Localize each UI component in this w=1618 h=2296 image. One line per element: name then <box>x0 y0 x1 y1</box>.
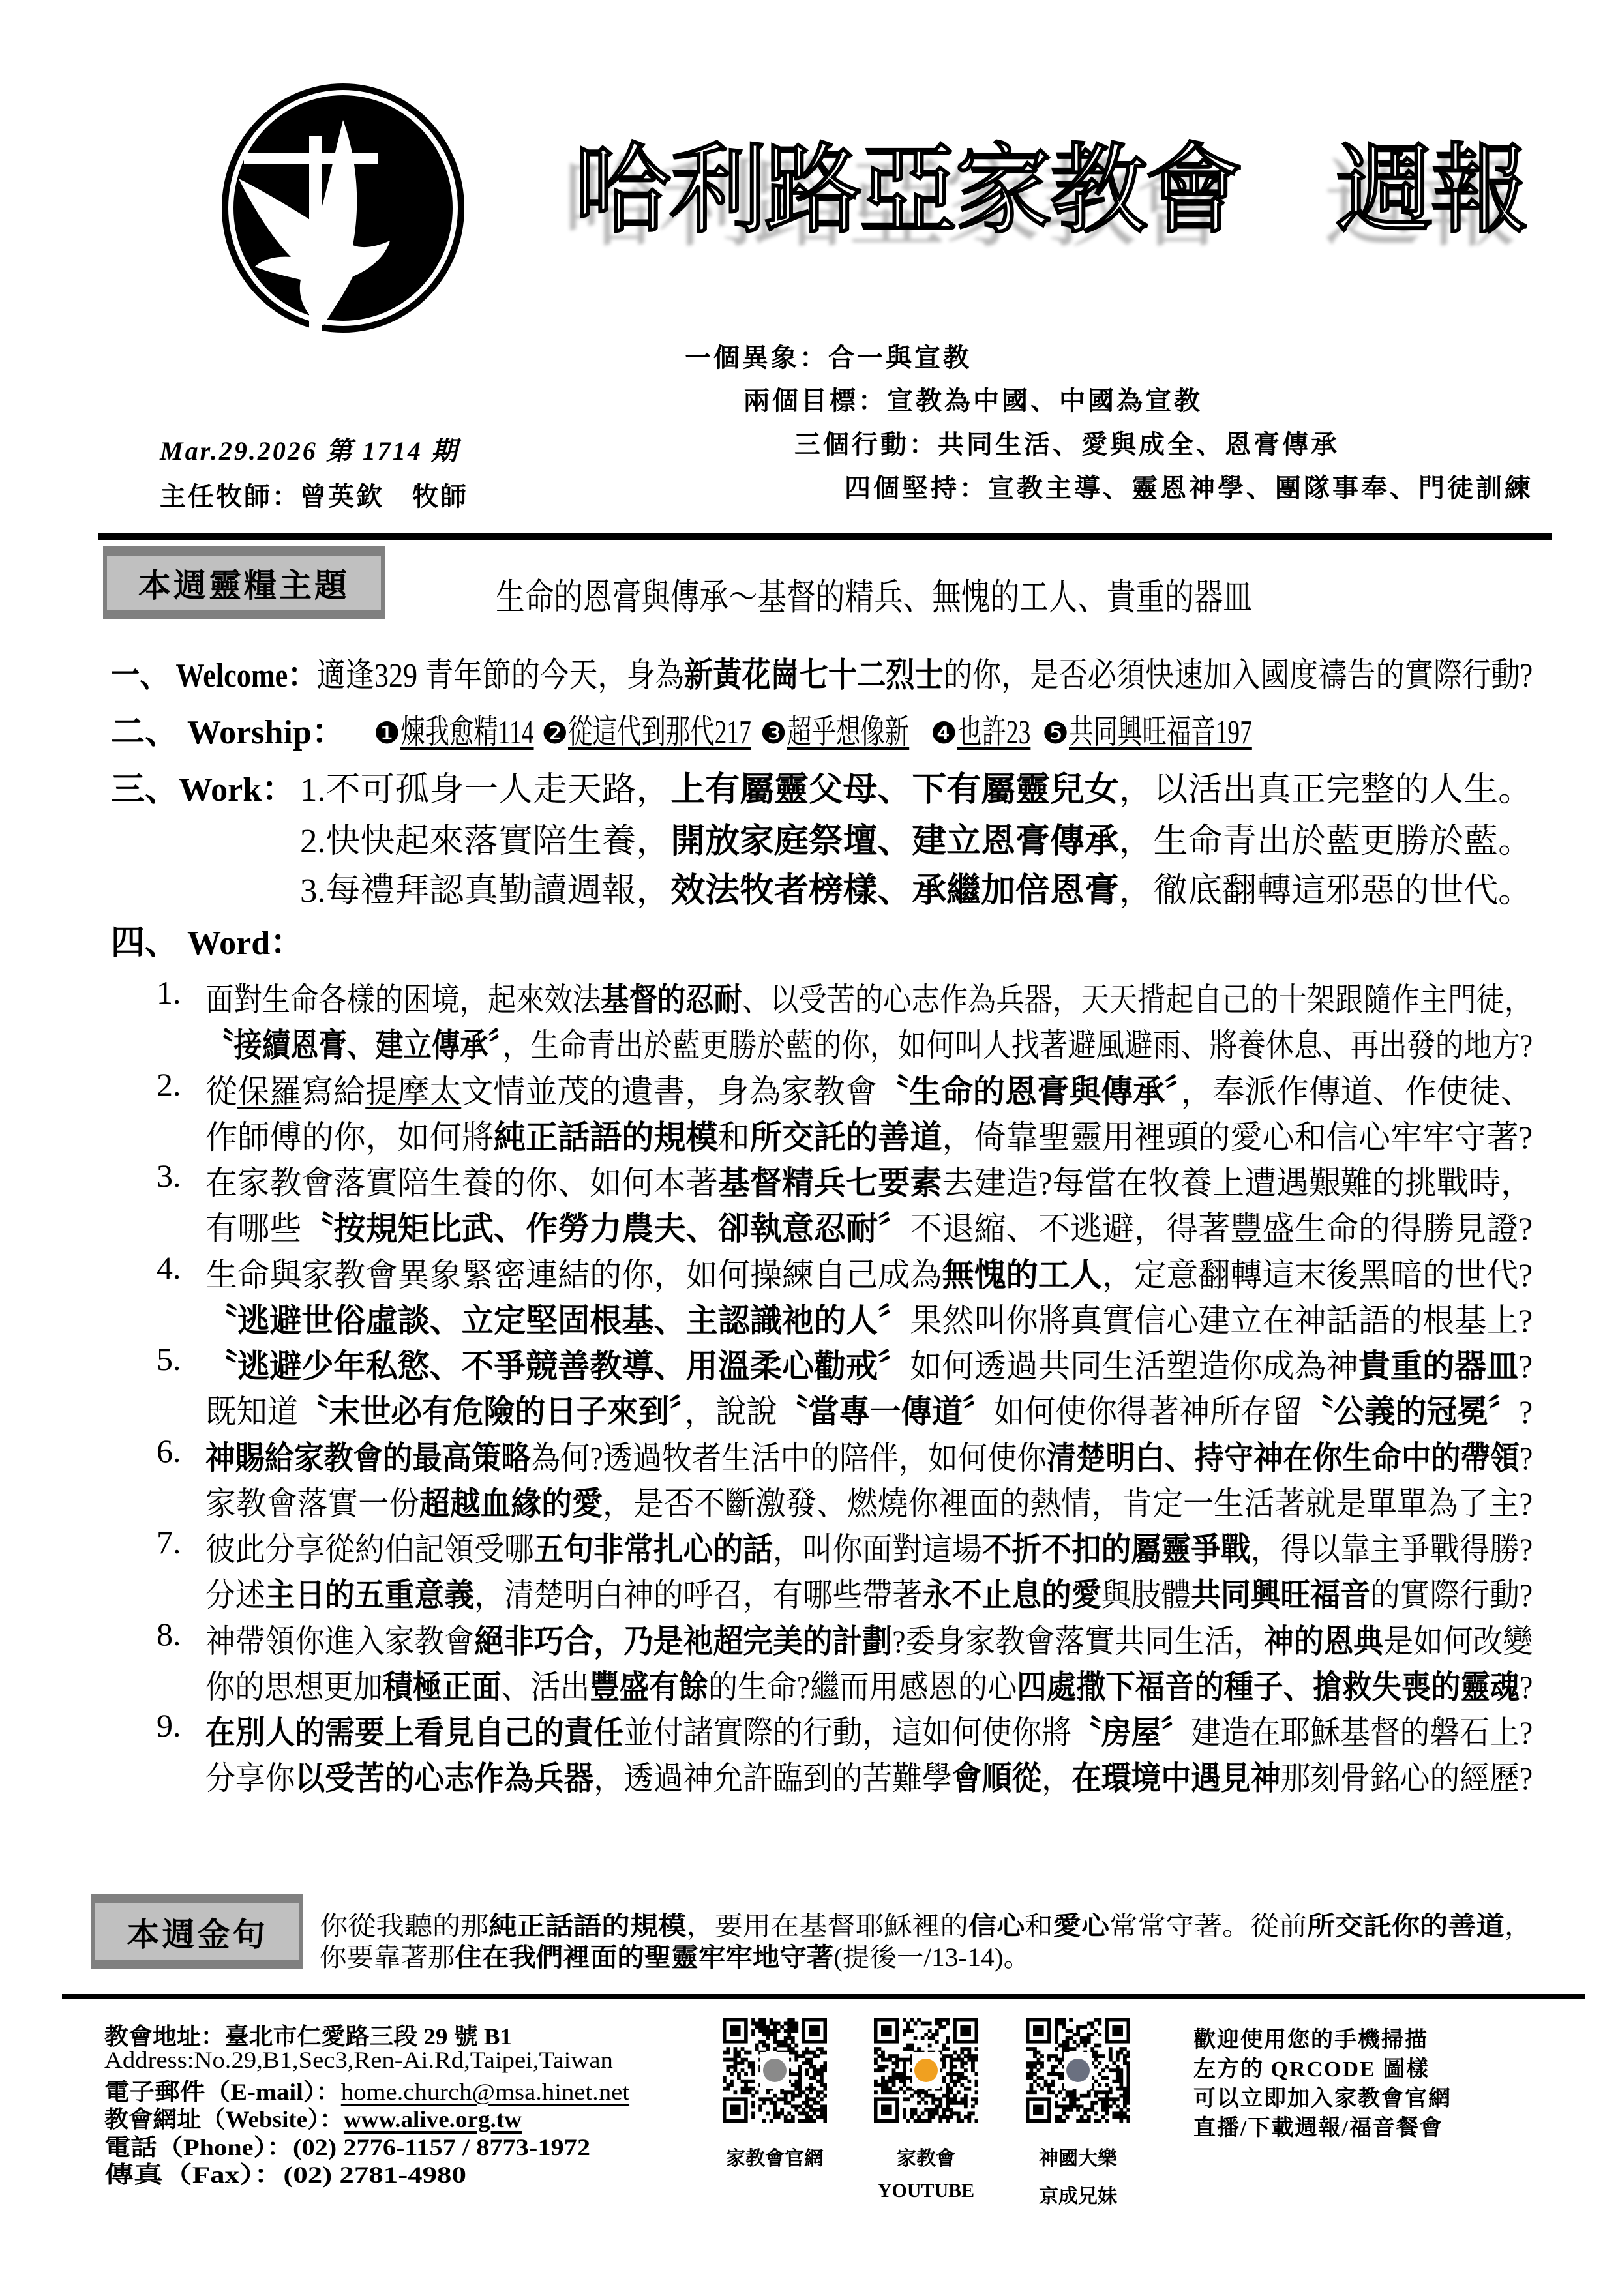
emphasis-text: 〝接續恩膏、建立傳承〞 <box>205 1027 503 1064</box>
question-line <box>205 1294 1533 1341</box>
text-segment: 為何?透過牧者生活中的陪伴，如何使你 <box>530 1439 1047 1476</box>
text-segment: 如何透過共同生活塑造你成為神 <box>910 1348 1358 1384</box>
theme-label-box <box>103 546 385 619</box>
text-segment: 面對生命各樣的困境，起來效法 <box>205 981 601 1018</box>
text-segment: ，奉派作傳道、作使徒、 <box>1180 1073 1533 1110</box>
emphasis-text: 神賜給家教會的最高策略 <box>205 1439 531 1476</box>
text-segment: ，叫你面對這場 <box>773 1531 982 1568</box>
emphasis-text: 神的恩典 <box>1264 1622 1384 1660</box>
emphasis-text: 無愧的工人 <box>942 1256 1102 1293</box>
text-segment: 你的思想更加 <box>205 1668 383 1705</box>
emphasis-text: 純正話語的規模 <box>488 1911 687 1941</box>
question-line <box>205 1661 1533 1708</box>
text-segment: 神帶領你進入家教會 <box>205 1622 475 1660</box>
text-segment: ，得以靠主爭戰得勝? <box>1250 1531 1533 1568</box>
qrcode-label: 京成兄妹 <box>1039 2186 1117 2207</box>
text-segment: 2.快快起來落實陪生養， <box>300 823 671 860</box>
text-segment: 生命與家教會異象緊密連結的你，如何操練自己成為 <box>205 1256 942 1293</box>
text-segment: 文情並茂的遺書，身為家教會 <box>461 1073 877 1110</box>
text-segment: ，生命青出於藍更勝於藍的你，如何叫人找著避風避雨、將養休息、再出發的地方? <box>502 1027 1533 1064</box>
qrcode-icon[interactable] <box>723 2018 827 2123</box>
qrcode-item[interactable] <box>1013 2018 1143 2209</box>
text-segment: ，要用在基督耶穌裡的 <box>686 1911 968 1941</box>
email-line: 電子郵件（E-mail）：home.church@msa.hinet.net <box>104 2079 630 2105</box>
memory-verse-line-2 <box>320 1937 1030 1974</box>
scan-note-line: 直播/下載週報/福音餐會 <box>1193 2116 1443 2140</box>
emphasis-text: 共同興旺福音 <box>1191 1577 1370 1613</box>
emphasis-text: 愛心 <box>1053 1911 1110 1941</box>
emphasis-text: 絕非巧合，乃是祂超完美的計劃 <box>474 1622 893 1660</box>
emphasis-text: 〝公義的冠冕〞 <box>1302 1394 1520 1430</box>
song-title: 共同興旺福音197 <box>1069 714 1252 751</box>
question-line <box>205 1752 1533 1799</box>
emphasis-text: 積極正面 <box>383 1668 502 1705</box>
emphasis-text: 〝末世必有危險的日子來到〞 <box>298 1394 685 1430</box>
text-segment: ，徹底翻轉這邪惡的世代。 <box>1118 872 1533 910</box>
text-segment: ， <box>1041 1760 1071 1797</box>
text-segment: ，清楚明白神的呼召，有哪些帶著 <box>474 1577 923 1613</box>
text-segment: ，生命青出於藍更勝於藍。 <box>1118 823 1533 860</box>
emphasis-text: 純正話語的規模 <box>493 1118 718 1155</box>
question-number: 6. <box>157 1432 181 1469</box>
question-line <box>205 974 1533 1021</box>
text-segment: 不退縮、不逃避，得著豐盛生命的得勝見證? <box>910 1210 1533 1247</box>
emphasis-text: 〝逃避世俗虛談、立定堅固根基、主認識祂的人〞 <box>205 1302 910 1339</box>
emphasis-text: 會順從 <box>951 1760 1042 1797</box>
worship-song-list <box>354 714 1252 751</box>
text-segment: ?委身家教會落實共同生活， <box>892 1622 1265 1660</box>
text-segment: ? <box>1518 1348 1533 1384</box>
question-number: 8. <box>157 1615 181 1652</box>
question-number: 9. <box>157 1707 181 1744</box>
emphasis-text: 〝生命的恩膏與傳承〞 <box>876 1073 1181 1110</box>
qrcode-label: 家教會 <box>897 2148 955 2169</box>
emphasis-text: 所交託你的善道 <box>1306 1911 1505 1941</box>
song-number-icon: ❷ <box>541 717 569 750</box>
date-issue: Mar.29.2026 第 1714 期 <box>160 436 459 466</box>
emphasis-text: 開放家庭祭壇、建立恩膏傳承 <box>670 823 1119 860</box>
scan-note-line: 歡迎使用您的手機掃描 <box>1193 2028 1428 2052</box>
work-label: 三、Work： <box>111 771 296 809</box>
text-segment: 建造在耶穌基督的磐石上? <box>1191 1714 1533 1751</box>
work-line-2 <box>300 813 1533 862</box>
song-number-icon: ❺ <box>1041 717 1070 750</box>
text-segment: 並付諸實際的行動，這如何使你將 <box>623 1714 1071 1751</box>
scan-note-line: 左方的 QRCODE 圖樣 <box>1193 2057 1430 2081</box>
address-zh: 教會地址：臺北市仁愛路三段 29 號 B1 <box>104 2023 513 2050</box>
emphasis-text: 新黃花崗七十二烈士 <box>683 657 944 694</box>
song-title: 也許23 <box>957 714 1031 751</box>
emphasis-text: 四處撒下福音的種子、搶救失喪的靈魂 <box>1017 1668 1520 1705</box>
question-number: 1. <box>157 974 181 1011</box>
text-segment: 從 <box>205 1073 238 1110</box>
song-number-icon: ❶ <box>373 717 400 750</box>
text-segment: 有哪些 <box>205 1210 302 1247</box>
text-segment: 果然叫你將真實信心建立在神話語的根基上? <box>910 1302 1533 1339</box>
emphasis-text: 上有屬靈父母、下有屬靈兒女 <box>670 771 1119 809</box>
text-segment: 你從我聽的那 <box>320 1911 489 1941</box>
text-segment: 、以受苦的心志作為兵器，天天揹起自己的十架跟隨作主門徒， <box>742 981 1533 1018</box>
text-segment: 寫給 <box>301 1073 366 1110</box>
welcome-text <box>316 657 1533 694</box>
footer-divider <box>62 1994 1585 1999</box>
memory-verse-label: 本週金句 <box>127 1916 268 1953</box>
emphasis-text: 豐盛有餘 <box>590 1668 708 1705</box>
emphasis-text: 〝逃避少年私慾、不爭競善教導、用溫柔心勸戒〞 <box>205 1348 910 1384</box>
vision-line-3: 三個行動：共同生活、愛與成全、恩膏傳承 <box>794 430 1340 459</box>
song-title: 超乎想像新 <box>787 714 909 751</box>
text-segment: ，倚靠聖靈用裡頭的愛心和信心牢牢守著? <box>942 1118 1533 1155</box>
text-segment: ，是否不斷激發、燃燒你裡面的熱情，肯定一生活著就是單單為了主? <box>603 1485 1533 1522</box>
text-segment: 和 <box>1025 1911 1053 1941</box>
worship-song <box>373 714 534 751</box>
text-segment: 分述 <box>205 1577 265 1613</box>
text-segment: ? <box>1520 1668 1533 1705</box>
emphasis-text: 信心 <box>968 1911 1025 1941</box>
theme-label: 本週靈糧主題 <box>138 567 350 604</box>
question-line <box>205 1202 1533 1249</box>
song-number-icon: ❸ <box>760 717 787 750</box>
header-divider <box>98 533 1552 540</box>
text-segment: 的實際行動? <box>1370 1577 1533 1613</box>
text-segment: (提後一/13-14)。 <box>833 1943 1031 1972</box>
emphasis-text: 基督精兵七要素 <box>717 1165 942 1201</box>
text-segment: 與肢體 <box>1101 1577 1191 1613</box>
text-segment: 的生命?繼而用感恩的心 <box>708 1668 1017 1705</box>
emphasis-text: 所交託的善道 <box>749 1118 942 1155</box>
emphasis-text: 〝當專一傳道〞 <box>777 1394 994 1430</box>
text-segment: 去建造?每當在牧養上遭遇艱難的挑戰時， <box>942 1165 1533 1201</box>
question-line <box>205 1432 1533 1479</box>
question-number: 7. <box>157 1524 181 1560</box>
text-segment: ，以活出真正完整的人生。 <box>1118 771 1533 809</box>
address-en: Address:No.29,B1,Sec3,Ren-Ai.Rd,Taipei,Taiwan <box>104 2047 613 2073</box>
emphasis-text: 永不止息的愛 <box>922 1577 1101 1613</box>
question-line <box>205 1615 1533 1662</box>
emphasis-text: 清楚明白、持守神在你生命中的帶領 <box>1046 1439 1520 1476</box>
text-segment: 分享你 <box>205 1760 295 1797</box>
emphasis-text: 在別人的需要上看見自己的責任 <box>205 1714 624 1751</box>
qrcode-label: 家教會官網 <box>726 2148 824 2169</box>
question-number: 3. <box>157 1157 181 1194</box>
text-segment: 如何使你得著神所存留 <box>993 1394 1303 1430</box>
question-line <box>205 1707 1533 1753</box>
emphasis-text: 超越血緣的愛 <box>419 1485 603 1522</box>
question-line <box>205 1019 1533 1066</box>
question-line <box>205 1523 1533 1570</box>
text-segment: 和 <box>717 1118 750 1155</box>
memory-verse-label-box <box>91 1894 303 1969</box>
worship-song <box>1041 714 1252 751</box>
text-segment: 保羅 <box>237 1073 302 1110</box>
emphasis-text: 以受苦的心志作為兵器 <box>295 1760 594 1797</box>
qrcode-item[interactable] <box>861 2018 991 2202</box>
vision-line-2: 兩個目標：宣教為中國、中國為宣教 <box>743 386 1203 415</box>
question-line <box>205 1249 1533 1296</box>
text-segment: ? <box>1520 1439 1533 1476</box>
text-segment: ， <box>1504 1911 1533 1941</box>
text-segment: 3.每禮拜認真勤讀週報， <box>300 872 671 910</box>
question-line <box>205 1478 1533 1525</box>
welcome-line <box>111 648 1533 696</box>
song-number-icon: ❹ <box>930 717 957 750</box>
theme-title: 生命的恩膏與傳承～基督的精兵、無愧的工人、貴重的器皿 <box>496 578 1252 618</box>
question-number: 4. <box>157 1249 181 1286</box>
text-segment: 、活出 <box>501 1668 590 1705</box>
welcome-label: 一、 Welcome： <box>111 657 317 694</box>
text-segment: 彼此分享從約伯記領受哪 <box>205 1531 534 1568</box>
email-link[interactable]: home.church@msa.hinet.net <box>340 2079 630 2105</box>
text-segment: 適逢329 青年節的今天，身為 <box>316 657 684 694</box>
emphasis-text: 〝房屋〞 <box>1071 1714 1191 1751</box>
emphasis-text: 主日的五重意義 <box>265 1577 475 1613</box>
emphasis-text: 效法牧者榜樣、承繼加倍恩膏 <box>670 872 1119 910</box>
bulletin-title: 哈利路亞家教會 週報 <box>574 135 1527 245</box>
text-segment: 那刻骨銘心的經歷? <box>1280 1760 1533 1797</box>
emphasis-text: 貴重的器皿 <box>1358 1348 1519 1384</box>
text-segment: 常常守著。從前 <box>1109 1911 1307 1941</box>
text-segment: 的你，是否必須快速加入國度禱告的實際行動? <box>943 657 1533 694</box>
text-segment: 你要靠著那 <box>320 1943 455 1972</box>
vision-line-1: 一個異象：合一與宣教 <box>685 343 972 372</box>
emphasis-text: 五句非常扎心的話 <box>533 1531 773 1568</box>
question-line <box>205 1066 1533 1112</box>
text-segment: 是如何改變 <box>1383 1622 1533 1660</box>
text-segment: 在家教會落實陪生養的你、如何本著 <box>205 1165 718 1201</box>
text-segment: ，說說 <box>684 1394 777 1430</box>
qrcode-icon[interactable] <box>1026 2018 1130 2123</box>
vision-line-4: 四個堅持：宣教主導、靈恩神學、團隊事奉、門徒訓練 <box>845 473 1533 503</box>
work-line-1 <box>300 762 1533 811</box>
text-segment: 1.不可孤身一人走天路， <box>300 771 671 809</box>
question-number: 2. <box>157 1066 181 1103</box>
senior-pastor: 主任牧師：曾英欽 牧師 <box>160 482 468 511</box>
question-line <box>205 1386 1533 1433</box>
emphasis-text: 不折不扣的屬靈爭戰 <box>981 1531 1251 1568</box>
text-segment: ? <box>1519 1394 1533 1430</box>
website-link[interactable]: www.alive.org.tw <box>343 2106 522 2132</box>
word-label: 四、 Word： <box>111 925 305 962</box>
qrcode-label: 神國大樂 <box>1039 2148 1117 2169</box>
song-title: 從這代到那代217 <box>568 714 752 751</box>
website-line: 教會網址（Website）：www.alive.org.tw <box>104 2106 522 2132</box>
worship-label: 二、 Worship： <box>111 714 346 751</box>
question-line <box>205 1569 1533 1616</box>
emphasis-text: 〝按規矩比武、作勞力農夫、卻執意忍耐〞 <box>301 1210 910 1247</box>
church-logo <box>219 81 467 335</box>
text-segment: 作師傅的你，如何將 <box>205 1118 494 1155</box>
worship-song <box>930 714 1031 751</box>
phone-line: 電話（Phone）：(02) 2776-1157 / 8773-1972 <box>104 2134 590 2160</box>
worship-song <box>541 714 752 751</box>
emphasis-text: 基督的忍耐 <box>601 981 742 1018</box>
worship-line <box>111 704 1252 753</box>
text-segment: ，透過神允許臨到的苦難學 <box>593 1760 952 1797</box>
song-title: 煉我愈精114 <box>400 714 534 751</box>
text-segment: ，定意翻轉這末後黑暗的世代? <box>1102 1256 1533 1293</box>
worship-song <box>760 714 910 751</box>
text-segment: 家教會落實一份 <box>205 1485 419 1522</box>
question-line <box>205 1340 1533 1387</box>
scan-note-line: 可以立即加入家教會官網 <box>1193 2087 1452 2111</box>
qrcode-label: YOUTUBE <box>877 2180 975 2201</box>
question-line <box>205 1157 1533 1204</box>
emphasis-text: 住在我們裡面的聖靈牢牢地守著 <box>455 1943 834 1972</box>
text-segment: 既知道 <box>205 1394 299 1430</box>
scan-note <box>1193 2021 1452 2139</box>
work-line-3 <box>300 863 1533 912</box>
qrcode-icon[interactable] <box>874 2018 978 2123</box>
text-segment: 提摩太 <box>365 1073 462 1110</box>
emphasis-text: 在環境中遇見神 <box>1071 1760 1281 1797</box>
question-line <box>205 1111 1533 1158</box>
qrcode-item[interactable] <box>710 2018 840 2171</box>
fax-line: 傳真（Fax）：(02) 2781-4980 <box>104 2162 466 2188</box>
question-number: 5. <box>157 1341 181 1377</box>
